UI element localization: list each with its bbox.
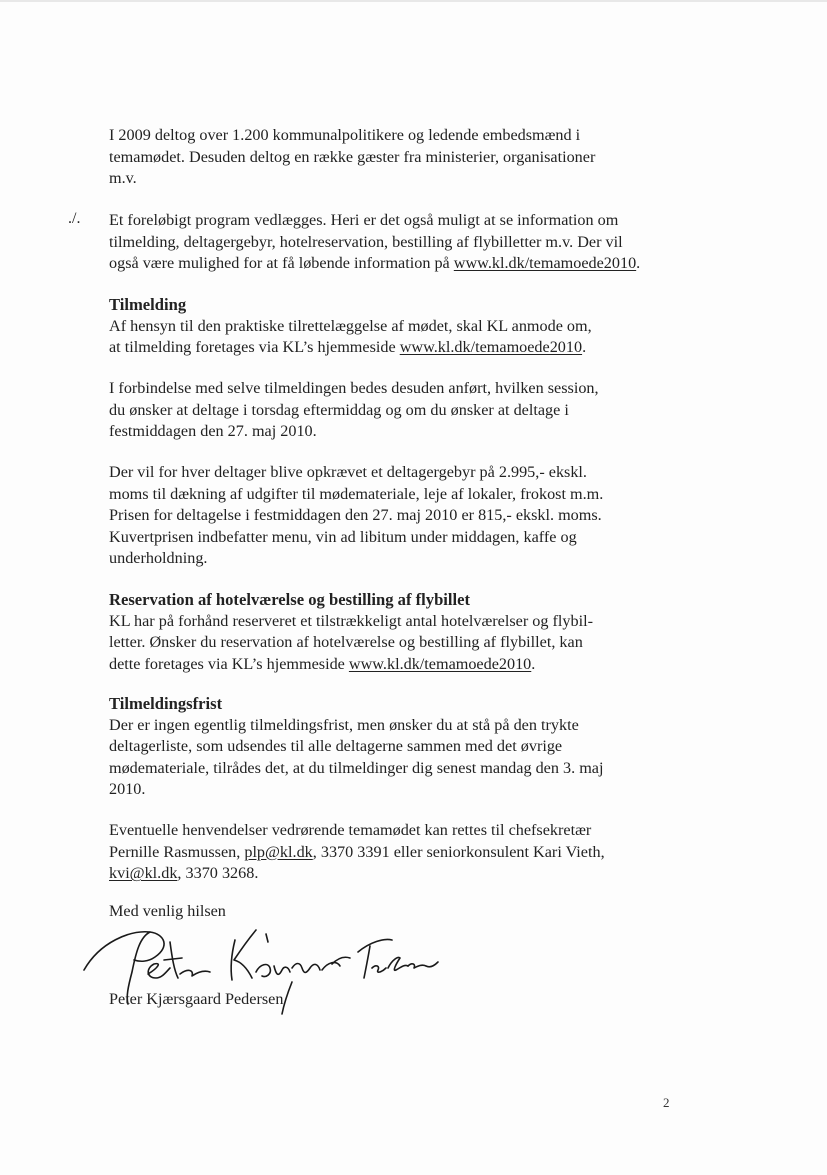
fees-line: Kuvertprisen indbefatter menu, vin ad libitum under middagen, kaffe og	[109, 527, 577, 546]
program-line	[109, 253, 689, 275]
reservation-line-end: .	[531, 654, 536, 673]
scan-edge	[0, 0, 827, 2]
frist-line: mødemateriale, tilrådes det, at du tilmeldinger dig senest mandag den 3. maj	[109, 758, 604, 777]
tilmelding-line-text: at tilmelding foretages via KL’s hjemmeside	[109, 338, 400, 356]
fees-line: moms til dækning af udgifter til mødemateriale, leje af lokaler, frokost m.m.	[109, 484, 604, 503]
contact-line-text: Pernille Rasmussen,	[109, 842, 245, 861]
kvi-email-link[interactable]: kvi@kl.dk	[109, 864, 178, 882]
intro-line: m.v.	[109, 169, 137, 187]
frist-line: 2010.	[109, 780, 146, 798]
session-line: I forbindelse med selve tilmeldingen bedes desuden anført, hvilken session,	[109, 379, 599, 397]
program-line: Et foreløbigt program vedlægges. Heri er det også muligt at se information om	[109, 211, 619, 229]
fees-line: Prisen for deltagelse i festmiddagen den 27. maj 2010 er 815,- ekskl. moms.	[109, 506, 602, 524]
frist-line: deltagerliste, som udsendes til alle deltagerne sammen med det øvrige	[109, 737, 563, 755]
section-heading: Reservation af hotelværelse og bestilling af flybillet	[109, 590, 471, 609]
program-paragraph	[109, 210, 689, 275]
page-number: 2	[663, 1095, 670, 1110]
intro-line: I 2009 deltog over 1.200 kommunalpolitikere og ledende embedsmænd i	[109, 126, 581, 144]
reservation-line	[109, 654, 689, 676]
reservation-line: KL har på forhånd reserveret et tilstrækkeligt antal hotelværelser og flybil-	[109, 611, 593, 630]
tilmelding-line	[109, 337, 689, 359]
program-line-text: også være mulighed for at få løbende information på	[109, 254, 454, 272]
tilmelding-line-end: .	[582, 338, 587, 356]
reservation-line-text: dette foretages via KL’s hjemmeside	[109, 654, 349, 673]
intro-paragraph	[109, 125, 689, 190]
program-line-end: .	[636, 254, 641, 272]
plp-email-link[interactable]: plp@kl.dk	[244, 842, 313, 861]
contact-paragraph	[109, 820, 689, 885]
contact-line-end: , 3370 3268.	[177, 864, 259, 882]
frist-section	[109, 693, 689, 801]
intro-line: temamødet. Desuden deltog en række gæster fra ministerier, organisationer	[109, 147, 596, 166]
contact-line	[109, 842, 689, 864]
signer-name: Peter Kjærsgaard Pedersen	[109, 990, 284, 1008]
section-heading: Tilmelding	[109, 295, 187, 314]
contact-line-end: , 3370 3391 eller seniorkonsulent Kari Vieth,	[312, 842, 605, 861]
session-paragraph	[109, 378, 689, 443]
contact-line	[109, 863, 689, 885]
reservation-section	[109, 589, 689, 675]
fees-line: underholdning.	[109, 549, 208, 567]
tilmelding-section	[109, 294, 689, 359]
closing-text: Med venlig hilsen	[109, 902, 226, 920]
contact-line: Eventuelle henvendelser vedrørende temamødet kan rettes til chefsekretær	[109, 821, 592, 839]
section-heading: Tilmeldingsfrist	[109, 694, 223, 713]
tilmelding-line: Af hensyn til den praktiske tilrettelæggelse af mødet, skal KL anmode om,	[109, 316, 592, 335]
fees-line: Der vil for hver deltager blive opkrævet et deltagergebyr på 2.995,- ekskl.	[109, 463, 587, 481]
enclosure-mark: ./.	[68, 210, 81, 227]
reservation-line: letter. Ønsker du reservation af hotelværelse og bestilling af flybillet, kan	[109, 633, 583, 651]
fees-paragraph	[109, 462, 689, 570]
temamoede-link[interactable]: www.kl.dk/temamoede2010	[453, 254, 637, 272]
session-line: du ønsker at deltage i torsdag eftermiddag og om du ønsker at deltage i	[109, 400, 569, 419]
frist-line: Der er ingen egentlig tilmeldingsfrist, men ønsker du at stå på den trykte	[109, 715, 579, 734]
temamoede-link[interactable]: www.kl.dk/temamoede2010	[399, 338, 583, 356]
program-line: tilmelding, deltagergebyr, hotelreservation, bestilling af flybilletter m.v. Der vil	[109, 232, 623, 251]
session-line: festmiddagen den 27. maj 2010.	[109, 422, 317, 440]
temamoede-link[interactable]: www.kl.dk/temamoede2010	[348, 654, 532, 673]
